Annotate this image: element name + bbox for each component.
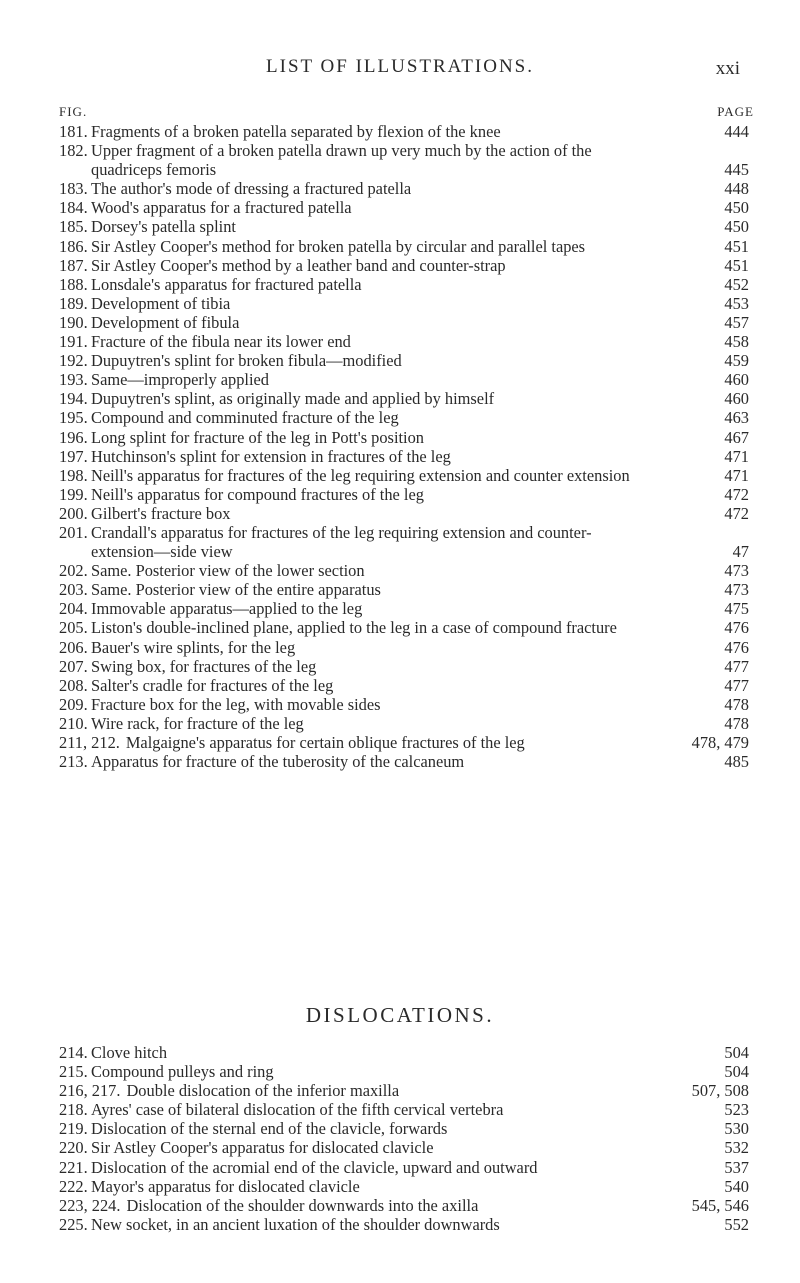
- figure-caption: Dorsey's patella splint: [91, 217, 236, 237]
- figure-number: 213.: [59, 752, 88, 772]
- figure-number: 184.: [59, 198, 88, 218]
- figure-number: 190.: [59, 312, 88, 332]
- figure-number: 208.: [59, 675, 88, 695]
- list-item: [59, 1177, 749, 1196]
- page-reference: 537: [724, 1157, 749, 1177]
- list-item: [59, 428, 749, 447]
- figure-number: 211, 212.: [59, 733, 120, 752]
- page-reference: 523: [724, 1100, 749, 1120]
- page-reference: 448: [724, 179, 749, 199]
- page-reference: 450: [724, 217, 749, 237]
- figure-number: 203.: [59, 580, 88, 600]
- page-column-heading: PAGE: [717, 104, 754, 119]
- list-item: [59, 1138, 749, 1157]
- figure-number: 183.: [59, 179, 88, 199]
- page-reference: 476: [724, 637, 749, 657]
- list-item: [59, 561, 749, 580]
- list-item: [59, 179, 749, 198]
- figure-caption: Swing box, for fractures of the leg: [91, 656, 317, 676]
- page-reference: 472: [724, 503, 749, 523]
- page-reference: 450: [724, 198, 749, 218]
- figure-number: 192.: [59, 351, 88, 371]
- list-item: [59, 466, 749, 485]
- page-reference: 451: [724, 236, 749, 256]
- list-item: [59, 351, 749, 370]
- figure-caption: Crandall's apparatus for fractures of the leg requiring extension and counter-extension—side view: [91, 522, 592, 562]
- page-reference: 485: [724, 752, 749, 772]
- page-reference: 478, 479: [691, 733, 749, 752]
- page-reference: 477: [724, 675, 749, 695]
- page-reference: 507, 508: [691, 1081, 749, 1101]
- figure-number: 194.: [59, 389, 88, 409]
- figure-number: 216, 217.: [59, 1081, 121, 1101]
- figure-number: 182.: [59, 141, 88, 161]
- page-reference: 463: [724, 408, 749, 428]
- figure-caption: Salter's cradle for fractures of the leg: [91, 675, 334, 695]
- list-item: [59, 580, 749, 599]
- page-reference: 477: [724, 656, 749, 676]
- list-item: [59, 447, 749, 466]
- list-item: [59, 733, 749, 752]
- figure-caption: Dislocation of the acromial end of the clavicle, upward and outward: [91, 1157, 538, 1177]
- figure-caption: Sir Astley Cooper's apparatus for dislocated clavicle: [91, 1138, 434, 1158]
- page-reference: 451: [724, 255, 749, 275]
- figure-number: 188.: [59, 274, 88, 294]
- list-item: [59, 332, 749, 351]
- page-reference: 478: [724, 713, 749, 733]
- list-item: [59, 122, 749, 141]
- page-reference: 460: [724, 370, 749, 390]
- page-reference: 471: [724, 446, 749, 466]
- figure-caption: Wire rack, for fracture of the leg: [91, 713, 304, 733]
- page-reference: 473: [724, 561, 749, 581]
- figure-number: 214.: [59, 1043, 88, 1062]
- figure-caption: Wood's apparatus for a fractured patella: [91, 198, 352, 218]
- figure-caption: Hutchinson's splint for extension in fractures of the leg: [91, 446, 451, 466]
- figure-caption: Development of fibula: [91, 312, 240, 332]
- list-item: [59, 313, 749, 332]
- figure-number: 209.: [59, 694, 88, 714]
- list-item: [59, 1158, 749, 1177]
- page-reference: 471: [724, 465, 749, 485]
- figure-number: 198.: [59, 465, 88, 485]
- figure-caption: Immovable apparatus—applied to the leg: [91, 599, 363, 619]
- figure-caption: Same—improperly applied: [91, 370, 269, 390]
- list-item: [59, 504, 749, 523]
- figure-caption: Sir Astley Cooper's method by a leather band and counter-strap: [91, 255, 506, 275]
- figure-number: 197.: [59, 446, 88, 466]
- figure-number: 206.: [59, 637, 88, 657]
- figure-number: 219.: [59, 1119, 88, 1139]
- list-item: [59, 141, 749, 179]
- page-reference: 478: [724, 694, 749, 714]
- list-item: [59, 714, 749, 733]
- figure-caption: Double dislocation of the inferior maxilla: [126, 1081, 400, 1101]
- page-reference: 457: [724, 312, 749, 332]
- figure-caption: Dislocation of the shoulder downwards into the axilla: [126, 1195, 479, 1215]
- page-number: xxi: [715, 58, 740, 79]
- figure-caption: Neill's apparatus for fractures of the leg requiring extension and counter extension: [91, 465, 630, 485]
- figure-number: 225.: [59, 1214, 88, 1234]
- figure-caption: Upper fragment of a broken patella drawn up very much by the action of the quadriceps femoris: [91, 141, 592, 180]
- page-reference: 453: [724, 293, 749, 313]
- list-item: [59, 256, 749, 275]
- page-reference: 504: [724, 1062, 749, 1082]
- figure-number: 210.: [59, 713, 88, 733]
- figure-caption: Long splint for fracture of the leg in Pott's position: [91, 427, 424, 447]
- list-item: [59, 389, 749, 408]
- figure-number: 202.: [59, 561, 88, 581]
- page-reference: 504: [724, 1043, 749, 1062]
- dislocations-heading: DISLOCATIONS.: [305, 1003, 495, 1027]
- list-item: [59, 1119, 749, 1138]
- figure-caption: Compound pulleys and ring: [91, 1062, 274, 1082]
- list-item: [59, 523, 749, 561]
- page-reference: 459: [724, 351, 749, 371]
- page-reference: 444: [724, 122, 749, 141]
- list-item: [59, 485, 749, 504]
- list-item: [59, 1062, 749, 1081]
- figure-caption: The author's mode of dressing a fractured patella: [91, 179, 412, 199]
- figure-number: 222.: [59, 1176, 88, 1196]
- list-item: [59, 657, 749, 676]
- figure-caption: Gilbert's fracture box: [91, 503, 231, 523]
- page-reference: 472: [724, 484, 749, 504]
- fig-column-heading: FIG.: [59, 104, 88, 119]
- page-reference: 458: [724, 332, 749, 352]
- list-item: [59, 294, 749, 313]
- list-item: [59, 676, 749, 695]
- figure-caption: Clove hitch: [91, 1043, 168, 1062]
- figure-number: 199.: [59, 484, 88, 504]
- figure-number: 201.: [59, 522, 88, 542]
- list-item: [59, 237, 749, 256]
- list-item: [59, 638, 749, 657]
- figure-number: 207.: [59, 656, 88, 676]
- list-item: [59, 752, 749, 771]
- page-reference: 452: [724, 274, 749, 294]
- running-title: LIST OF ILLUSTRATIONS.: [266, 56, 534, 77]
- list-item: [59, 198, 749, 217]
- figure-number: 221.: [59, 1157, 88, 1177]
- figure-caption: Dupuytren's splint, as originally made and applied by himself: [91, 389, 495, 409]
- figure-caption: Same. Posterior view of the entire apparatus: [91, 580, 381, 600]
- figure-caption: Ayres' case of bilateral dislocation of the fifth cervical vertebra: [91, 1100, 504, 1120]
- list-item: [59, 275, 749, 294]
- figure-number: 189.: [59, 293, 88, 313]
- page-reference: 532: [724, 1138, 749, 1158]
- figure-caption: Fragments of a broken patella separated by flexion of the knee: [91, 122, 501, 141]
- figure-number: 187.: [59, 255, 88, 275]
- list-item: [59, 599, 749, 618]
- figure-caption: Lonsdale's apparatus for fractured patella: [91, 274, 362, 294]
- page-reference: 552: [724, 1214, 749, 1234]
- figure-caption: Bauer's wire splints, for the leg: [91, 637, 296, 657]
- list-item: [59, 408, 749, 427]
- figure-caption: Compound and comminuted fracture of the leg: [91, 408, 399, 428]
- figure-caption: Dupuytren's splint for broken fibula—modified: [91, 351, 402, 371]
- figure-number: 191.: [59, 332, 88, 352]
- figure-number: 204.: [59, 599, 88, 619]
- figure-caption: Mayor's apparatus for dislocated clavicle: [91, 1176, 360, 1196]
- figure-caption: Fracture of the fibula near its lower end: [91, 332, 351, 352]
- figure-caption: Dislocation of the sternal end of the clavicle, forwards: [91, 1119, 448, 1139]
- list-item: [59, 217, 749, 236]
- figure-caption: Sir Astley Cooper's method for broken patella by circular and parallel tapes: [91, 236, 586, 256]
- page-header: [0, 56, 800, 82]
- page-reference: 473: [724, 580, 749, 600]
- page-reference: 545, 546: [691, 1195, 749, 1215]
- figure-number: 220.: [59, 1138, 88, 1158]
- figure-number: 205.: [59, 618, 88, 638]
- list-item: [59, 695, 749, 714]
- figure-number: 185.: [59, 217, 88, 237]
- figure-number: 196.: [59, 427, 88, 447]
- list-item: [59, 1100, 749, 1119]
- figure-caption: Development of tibia: [91, 293, 231, 313]
- figure-caption: Neill's apparatus for compound fractures of the leg: [91, 484, 424, 504]
- figure-number: 223, 224.: [59, 1195, 121, 1215]
- figure-number: 193.: [59, 370, 88, 390]
- page-reference: 475: [724, 599, 749, 619]
- column-headings: [59, 104, 754, 122]
- list-item: [59, 1215, 749, 1234]
- figure-caption: Apparatus for fracture of the tuberosity of the calcaneum: [91, 752, 465, 772]
- page-reference: 530: [724, 1119, 749, 1139]
- list-item: [59, 1043, 749, 1062]
- page-reference: 467: [724, 427, 749, 447]
- figure-number: 218.: [59, 1100, 88, 1120]
- figure-caption: Malgaigne's apparatus for certain oblique fractures of the leg: [125, 733, 525, 752]
- figure-number: 181.: [59, 122, 88, 141]
- page-reference: 460: [724, 389, 749, 409]
- figure-caption: Liston's double-inclined plane, applied to the leg in a case of compound fracture: [91, 618, 617, 638]
- figure-number: 200.: [59, 503, 88, 523]
- list-item: [59, 618, 749, 637]
- page-reference: 47: [732, 542, 749, 562]
- figure-number: 195.: [59, 408, 88, 428]
- illustrations-list: [59, 122, 749, 771]
- figure-number: 215.: [59, 1062, 88, 1082]
- figure-caption: Fracture box for the leg, with movable sides: [91, 694, 381, 714]
- dislocations-list: [59, 1043, 749, 1234]
- list-item: [59, 370, 749, 389]
- figure-caption: New socket, in an ancient luxation of the shoulder downwards: [91, 1214, 500, 1234]
- figure-number: 186.: [59, 236, 88, 256]
- figure-caption: Same. Posterior view of the lower section: [91, 561, 365, 581]
- list-item: [59, 1081, 749, 1100]
- page-reference: 476: [724, 618, 749, 638]
- page-reference: 540: [724, 1176, 749, 1196]
- list-item: [59, 1196, 749, 1215]
- page-reference: 445: [724, 160, 749, 180]
